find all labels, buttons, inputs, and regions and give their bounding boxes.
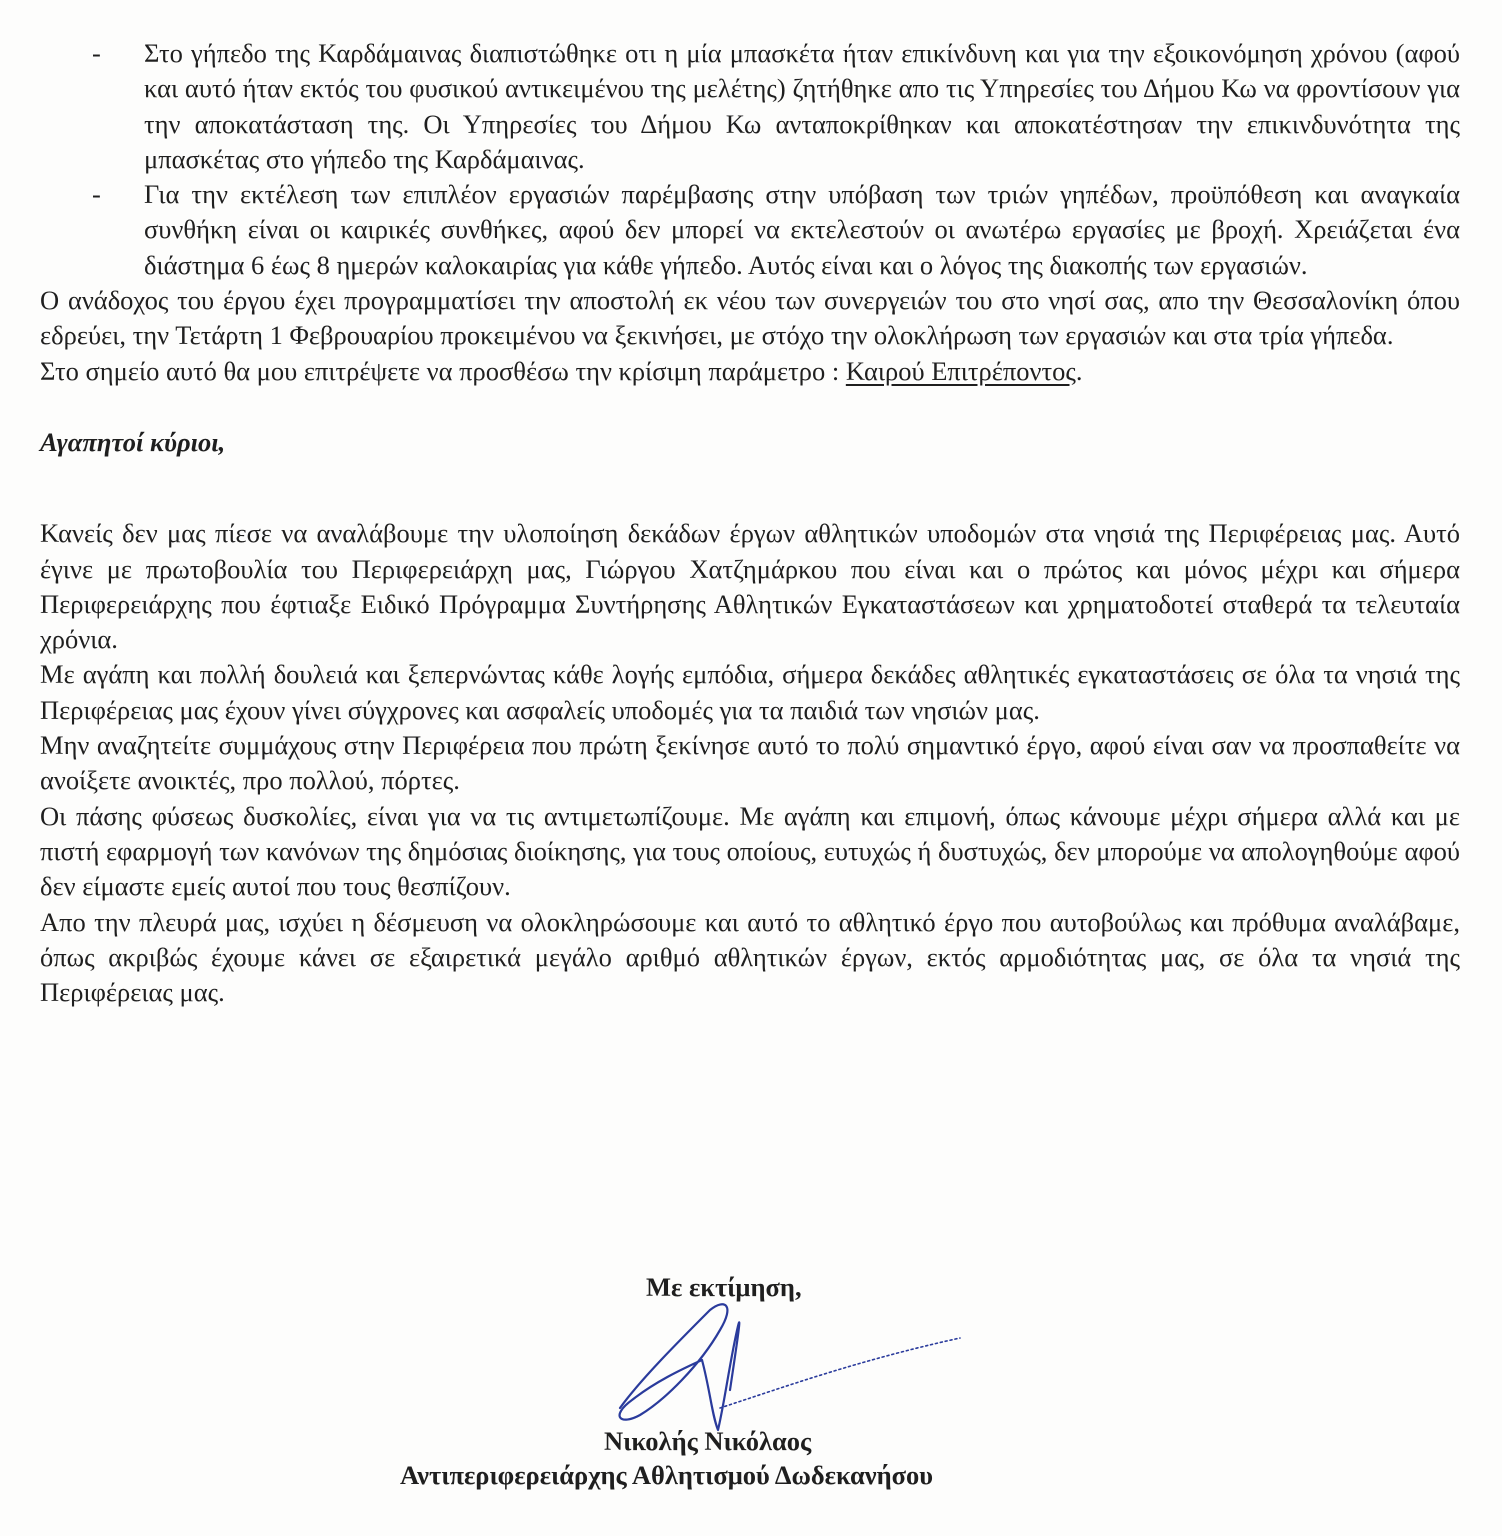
body-paragraph: Μην αναζητείτε συμμάχους στην Περιφέρεια που πρώτη ξεκίνησε αυτό το πολύ σημαντικό έργο, αφού είναι σαν να προσπαθείτε να ανοίξετε ανοικτές, προ πολλού, πόρτες. — [40, 730, 1460, 796]
contractor-paragraph: Ο ανάδοχος του έργου έχει προγραμματίσει την αποστολή εκ νέου των συνεργειών του στο νησί σας, απο την Θεσσαλονίκη όπου εδρεύει, την Τετάρτη 1 Φεβρουαρίου προκειμένου να ξεκινήσει, με στόχο την ολοκλήρωση των εργασιών και στα τρία γήπεδα. — [40, 285, 1460, 351]
bullet-text: Στο γήπεδο της Καρδάμαινας διαπιστώθηκε οτι η μία μπασκέτα ήταν επικίνδυνη και για την εξοικονόμηση χρόνου (αφού και αυτό ήταν εκτός του φυσικού αντικειμένου της μελέτης) ζητήθηκε απο τις Υπηρεσίες του Δήμου Κω να φροντίσουν για την αποκατάσταση της. Οι Υπηρεσίες του Δήμου Κω ανταποκρίθηκαν και αποκατέστησαν την επικινδυνότητα της μπασκέτας στο γήπεδο της Καρδάμαινας. — [144, 38, 1460, 174]
body-paragraph: Απο την πλευρά μας, ισχύει η δέσμευση να ολοκληρώσουμε και αυτό το αθλητικό έργο που αυτοβούλως και πρόθυμα αναλάβαμε, όπως ακριβώς έχουμε κάνει σε εξαιρετικά μεγάλο αριθμό αθλητικών έργων, εκτός αρμοδιότητας μας, σε όλα τα νησιά της Περιφέρειας μας. — [40, 906, 1460, 1008]
body-paragraph: Οι πάσης φύσεως δυσκολίες, είναι για να τις αντιμετωπίζουμε. Με αγάπη και επιμονή, όπως κάνουμε μέχρι σήμερα αλλά και με πιστή εφαρμογή των κανόνων της δημόσιας διοίκησης, για τους οποίους, ευτυχώς ή δυστυχώς, δεν μπορούμε να απολογηθούμε αφού δεν είμαστε εμείς αυτοί που τους θεσπίζουν. — [40, 800, 1460, 902]
body-paragraphs — [40, 516, 1460, 1010]
bullet-list — [40, 36, 1460, 283]
weather-paragraph — [40, 354, 1460, 389]
signer-title: Αντιπεριφερειάρχης Αθλητισμού Δωδεκανήσου — [400, 1460, 934, 1490]
salutation: Αγαπητοί κύριοι, — [40, 426, 226, 457]
letter-body — [40, 36, 1460, 1010]
weather-emphasis: Καιρού Επιτρέποντος — [845, 355, 1076, 386]
bullet-dash: - — [92, 179, 101, 210]
body-paragraph: Κανείς δεν μας πίεσε να αναλάβουμε την υλοποίηση δεκάδων έργων αθλητικών υποδομών στα νησιά της Περιφέρειας μας. Αυτό έγινε με πρωτοβουλία του Περιφερειάρχη μας, Γιώργου Χατζημάρκου που είναι και ο πρώτος και μόνος μέχρι και σήμερα Περιφερειάρχης που έφτιαξε Ειδικό Πρόγραμμα Συντήρησης Αθλητικών Εγκαταστάσεων και χρηματοδοτεί σταθερά τα τελευταία χρόνια. — [40, 518, 1460, 655]
weather-sentence: Στο σημείο αυτό θα μου επιτρέψετε να προσθέσω την κρίσιμη παράμετρο : — [40, 355, 846, 386]
bullet-item — [40, 36, 1460, 177]
bullet-text: Για την εκτέλεση των επιπλέον εργασιών παρέμβασης στην υπόβαση των τριών γηπέδων, προϋπόθεση και αναγκαία συνθήκη είναι οι καιρικές συνθήκες, αφού δεν μπορεί να εκτελεστούν οι ανωτέρω εργασίες με βροχή. Χρειάζεται ένα διάστημα 6 έως 8 ημερών καλοκαιρίας για κάθε γήπεδο. Αυτός είναι και ο λόγος της διακοπής των εργασιών. — [144, 179, 1460, 280]
weather-end: . — [1075, 355, 1083, 386]
signer-name: Νικολής Νικόλαος — [604, 1426, 812, 1456]
bullet-item — [40, 177, 1460, 283]
bullet-dash: - — [92, 38, 101, 68]
handwritten-signature — [560, 1290, 980, 1440]
closing: Με εκτίμηση, — [646, 1272, 802, 1302]
body-paragraph: Με αγάπη και πολλή δουλειά και ξεπερνώντας κάθε λογής εμπόδια, σήμερα δεκάδες αθλητικές εγκαταστάσεις σε όλα τα νησιά της Περιφέρειας μας έχουν γίνει σύγχρονες και ασφαλείς υποδομές για τα παιδιά των νησιών μας. — [40, 659, 1460, 725]
